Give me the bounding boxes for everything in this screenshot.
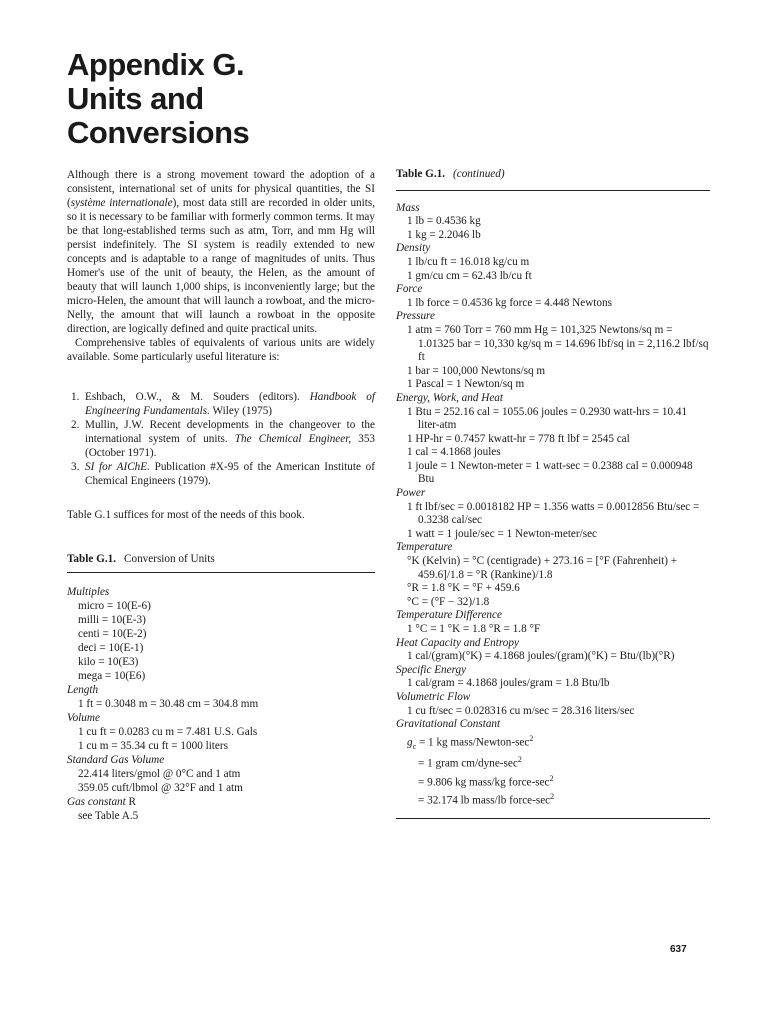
section-heading: Heat Capacity and Entropy [396, 636, 519, 649]
table-note: Table G.1 suffices for most of the needs of this book. [67, 509, 305, 521]
table-entry: 1 cu ft/sec = 0.028316 cu m/sec = 28.316 liters/sec [407, 704, 635, 717]
table-entry: 1 ft = 0.3048 m = 30.48 cm = 304.8 mm [78, 698, 259, 710]
table-entry [396, 753, 710, 771]
section-heading: Volumetric Flow [396, 690, 471, 703]
reference-number: 3. [71, 461, 80, 473]
table-entry: 1 cal/gram = 4.1868 joules/gram = 1.8 Btu/lb [407, 677, 610, 690]
section-heading: Specific Energy [396, 663, 467, 676]
reference-text: Mullin, J.W. Recent developments in the changeover to the international system of units. [85, 419, 375, 445]
page-number: 637 [670, 944, 687, 955]
gravitational-value: = 1 kg mass/Newton-sec [418, 736, 530, 749]
page-title [67, 48, 249, 150]
section-heading: Standard Gas Volume [67, 754, 165, 766]
table-rule [396, 190, 710, 191]
table-entry: 1 kg = 2.2046 lb [407, 228, 481, 241]
table-entry: 1 Pascal = 1 Newton/sq m [407, 378, 525, 391]
table-rule [396, 818, 710, 819]
section-heading-text: Gas constant [67, 796, 126, 808]
gas-constant-symbol: R [128, 796, 136, 808]
section-heading: Power [396, 487, 426, 500]
title-line: Units and [67, 81, 204, 116]
table-caption [396, 168, 710, 182]
table-entry: 1 atm = 760 Torr = 760 mm Hg = 101,325 Newtons/sq m = 1.01325 bar = 10,330 kg/sq m = 14.696 lbf/sq in = 2,116.2 lbf/sq ft [407, 323, 709, 364]
reference-text: Publication #X-95 of the American Institute of Chemical Engineers (1979). [85, 461, 376, 487]
table-entry: 1 cu ft = 0.0283 cu m = 7.481 U.S. Gals [78, 726, 258, 738]
table-entry: °K (Kelvin) = °C (centigrade) + 273.16 = [°F (Fahrenheit) + 459.6]/1.8 = °R (Rankine)/1.8 [407, 555, 678, 581]
section-heading: Temperature [396, 541, 453, 554]
table-entry: 1 cal = 4.1868 joules [407, 446, 501, 459]
table-entry: 1 cu m = 35.34 cu ft = 1000 liters [78, 740, 228, 752]
intro-text-em: système internationale [70, 197, 173, 209]
section-heading: Density [396, 242, 431, 255]
exponent: 2 [517, 755, 522, 765]
right-column [396, 168, 710, 819]
table-entry: 1 lb/cu ft = 16.018 kg/cu m [407, 255, 530, 268]
gravitational-value: = 9.806 kg mass/kg force-sec [418, 776, 550, 789]
table-entry: milli = 10(E-3) [78, 614, 146, 626]
table-entry: micro = 10(E-6) [78, 600, 151, 612]
table-entry: 1 ft lbf/sec = 0.0018182 HP = 1.356 watts = 0.0012856 Btu/sec = 0.3238 cal/sec [407, 500, 700, 527]
table-entry [396, 772, 710, 790]
table-entry [396, 790, 710, 808]
table-entry: 1 cal/(gram)(°K) = 4.1868 joules/(gram)(°K) = Btu/(lb)(°R) [407, 650, 675, 663]
table-entry: 1 joule = 1 Newton-meter = 1 watt-sec = 0.2388 cal = 0.000948 Btu [407, 459, 693, 486]
intro-text-b: ), most data still are recorded in older units, so it is necessary to be familiar with formerly common terms. It may be that long-established terms such as atm, Torr, and mm Hg will persist indefinitely. The SI system is readily extended to new concepts and is adaptable to a range of magnitudes of units. Thus Homer's use of the unit of beauty, the Helen, as the amount of beauty that will launch 1,000 ships, is inconveniently large; but the micro-Helen, the amount that will launch a rowboat, and the micro-Nelly, the amount that will launch a rowboat in the opposite direction, are logically defined and quite practical units. [67, 197, 375, 335]
reference-title: SI for AIChE. [85, 461, 150, 473]
reference-item [67, 418, 375, 460]
table-caption-text: Conversion of Units [124, 553, 215, 565]
section-heading: Gravitational Constant [396, 718, 501, 731]
reference-title: Handbook of Engineering Fundamentals. [85, 391, 375, 417]
exponent: 2 [549, 773, 554, 783]
table-entry: centi = 10(E-2) [78, 628, 147, 640]
table-rule [67, 572, 375, 573]
table-entry: kilo = 10(E3) [78, 656, 139, 668]
section-heading: Volume [67, 712, 100, 724]
table-entry: mega = 10(E6) [78, 670, 146, 682]
gravitational-value: = 32.174 lb mass/lb force-sec [418, 794, 551, 807]
table-entry: 1 watt = 1 joule/sec = 1 Newton-meter/sec [407, 527, 598, 540]
section-heading: Length [67, 684, 99, 696]
intro-paragraph-1 [67, 168, 375, 336]
table-left [67, 552, 375, 823]
table-entry: deci = 10(E-1) [78, 642, 144, 654]
reference-text: Eshbach, O.W., & M. Souders (editors). [85, 391, 310, 403]
section-heading: Energy, Work, and Heat [396, 391, 503, 404]
table-entry: 1 HP-hr = 0.7457 kwatt-hr = 778 ft lbf = 2545 cal [407, 432, 630, 445]
section-heading: Multiples [67, 586, 110, 598]
table-entry: 1 Btu = 252.16 cal = 1055.06 joules = 0.2930 watt-hrs = 10.41 liter-atm [407, 405, 688, 432]
table-entry: 22.414 liters/gmol @ 0°C and 1 atm [78, 768, 241, 780]
section-heading: Temperature Difference [396, 609, 502, 622]
table-label: Table G.1. [67, 553, 117, 565]
table-label: Table G.1. [396, 168, 446, 180]
table-entry: °R = 1.8 °K = °F + 459.6 [407, 582, 520, 595]
table-entry: °C = (°F − 32)/1.8 [407, 595, 490, 608]
reference-text: 353 (October 1971). [85, 433, 376, 459]
title-line: Conversions [67, 115, 250, 150]
reference-item [67, 460, 375, 488]
table-entry: 1 lb force = 0.4536 kg force = 4.448 Newtons [407, 296, 612, 309]
intro-text-a: Although there is a strong movement toward the adoption of a consistent, international set of units for physical quantities, the SI ( [67, 169, 375, 209]
table-caption [67, 552, 375, 566]
reference-list [67, 390, 375, 488]
table-entry [396, 732, 710, 754]
gravitational-value: = 1 gram cm/dyne-sec [418, 758, 518, 771]
table-entry: 1 bar = 100,000 Newtons/sq m [407, 364, 546, 377]
table-entry: see Table A.5 [78, 810, 139, 822]
reference-text: Wiley (1975) [209, 405, 273, 417]
section-heading: Force [396, 283, 423, 296]
intro-paragraph-2: Comprehensive tables of equivalents of various units are widely available. Some particularly useful literature is: [67, 337, 375, 363]
title-line: Appendix G. [67, 47, 245, 82]
section-heading [67, 795, 375, 809]
table-entry: 359.05 cuft/lbmol @ 32°F and 1 atm [78, 782, 243, 794]
table-entry: 1 gm/cu cm = 62.43 lb/cu ft [407, 269, 532, 282]
reference-number: 1. [71, 391, 80, 403]
table-entry: 1 °C = 1 °K = 1.8 °R = 1.8 °F [407, 623, 541, 635]
section-heading: Mass [396, 201, 420, 214]
exponent: 2 [550, 791, 555, 801]
table-caption-text: (continued) [453, 168, 505, 180]
intro-text [67, 168, 375, 364]
reference-number: 2. [71, 419, 80, 431]
exponent: 2 [529, 733, 534, 743]
gravitational-symbol: g [407, 736, 413, 749]
gravitational-subscript: c [412, 741, 417, 751]
left-column [67, 168, 375, 823]
reference-item [67, 390, 375, 418]
section-heading: Pressure [396, 310, 435, 323]
reference-title: The Chemical Engineer, [234, 433, 352, 445]
table-entry: 1 lb = 0.4536 kg [407, 215, 481, 228]
